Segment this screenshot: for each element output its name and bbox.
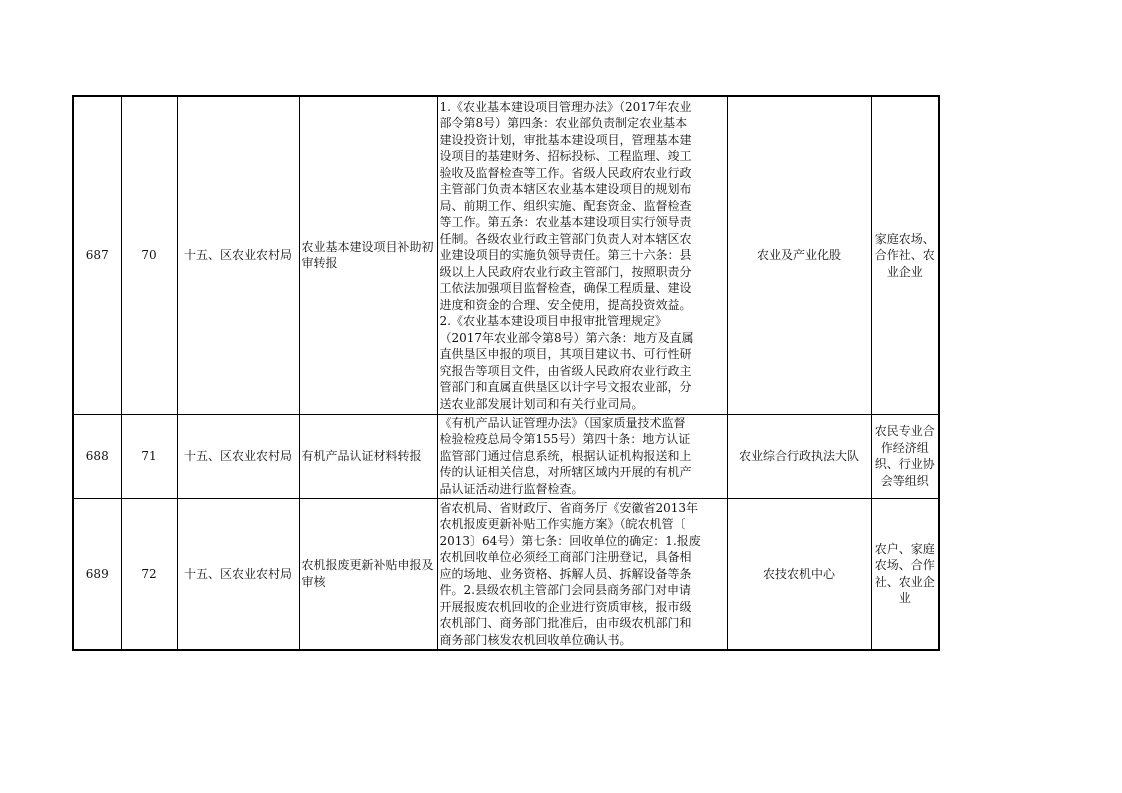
- basis-line: 1.《农业基本建设项目管理办法》（2017年农业: [439, 99, 692, 114]
- basis-line: 级以上人民政府农业行政主管部门，按照职责分: [439, 264, 692, 279]
- responsible-unit-cell: 农业综合行政执法大队: [727, 414, 871, 498]
- basis-line: 部令第8号）第四条：农业部负责制定农业基本: [439, 116, 688, 130]
- legal-basis-cell: [437, 498, 727, 650]
- item-name-cell: 农业基本建设项目补助初审转报: [299, 96, 437, 414]
- basis-line: 验收及监督检查等工作。省级人民政府农业行政: [439, 165, 692, 180]
- basis-line: 农机报废更新补贴工作实施方案》（皖农机管〔: [439, 517, 686, 531]
- basis-line: 工依法加强项目监督检查，确保工程质量、建设: [439, 281, 692, 295]
- basis-line: 农机回收单位必须经工商部门注册登记，具备相: [439, 550, 692, 564]
- item-name-cell: 有机产品认证材料转报: [299, 414, 437, 498]
- target-cell: 家庭农场、合作社、农业企业: [871, 96, 939, 414]
- table-row: [73, 498, 939, 650]
- basis-line: 件。2.县级农机主管部门会同县商务部门对申请: [439, 583, 691, 597]
- basis-line: 送农业部发展计划司和有关行业司局。: [439, 396, 644, 411]
- basis-line: 管部门和直属直供垦区以计字号文报农业部，分: [439, 380, 692, 394]
- basis-line: 农机部门、商务部门批准后，由市级农机部门和: [439, 616, 692, 630]
- target-cell: 农民专业合作经济组织、行业协会等组织: [871, 414, 939, 498]
- basis-line: 业建设项目的实施负领导责任。第三十六条：县: [439, 248, 692, 262]
- sub-seq-cell: 70: [121, 96, 177, 414]
- basis-line: 任制。各级农业行政主管部门负责人对本辖区农: [439, 231, 692, 246]
- basis-line: 品认证活动进行监督检查。: [439, 481, 584, 496]
- seq-cell: 687: [73, 96, 121, 414]
- basis-line: 主管部门负责本辖区农业基本建设项目的规划布: [439, 182, 692, 196]
- sub-seq-cell: 72: [121, 498, 177, 650]
- basis-line: 开展报废农机回收的企业进行资质审核，报市级: [439, 599, 692, 614]
- legal-basis-cell: [437, 414, 727, 498]
- basis-line: （2017年农业部令第8号）第六条：地方及直属: [439, 330, 694, 345]
- basis-line: 省农机局、省财政厅、省商务厅《安徽省2013年: [439, 500, 699, 515]
- department-cell: 十五、区农业农村局: [177, 96, 299, 414]
- basis-line: 传的认证相关信息，对所辖区域内开展的有机产: [439, 465, 692, 480]
- seq-cell: 689: [73, 498, 121, 650]
- basis-line: 建设投资计划，审批基本建设项目，管理基本建: [439, 132, 692, 147]
- basis-line: 2013〕64号）第七条：回收单位的确定：1.报废: [439, 533, 701, 548]
- department-cell: 十五、区农业农村局: [177, 498, 299, 650]
- basis-line: 进度和资金的合理、安全使用，提高投资效益。: [439, 297, 692, 312]
- sub-seq-cell: 71: [121, 414, 177, 498]
- seq-cell: 688: [73, 414, 121, 498]
- table-row: [73, 96, 939, 414]
- basis-line: 《有机产品认证管理办法》（国家质量技术监督: [439, 415, 686, 430]
- basis-line: 商务部门核发农机回收单位确认书。: [439, 632, 632, 647]
- basis-line: 应的场地、业务资格、拆解人员、拆解设备等条: [439, 566, 692, 581]
- department-cell: 十五、区农业农村局: [177, 414, 299, 498]
- basis-line: 局、前期工作、组织实施、配套资金、监督检查: [439, 198, 692, 213]
- basis-line: 监管部门通过信息系统，根据认证机构报送和上: [439, 448, 692, 463]
- responsible-unit-cell: 农业及产业化股: [727, 96, 871, 414]
- legal-basis-cell: [437, 96, 727, 414]
- table-row: [73, 414, 939, 498]
- basis-line: 检验检疫总局令第155号）第四十条：地方认证: [439, 432, 691, 447]
- basis-line: 等工作。第五条：农业基本建设项目实行领导责: [439, 215, 692, 229]
- basis-line: 直供垦区申报的项目，其项目建议书、可行性研: [439, 347, 692, 361]
- target-cell: 农户、家庭农场、合作社、农业企业: [871, 498, 939, 650]
- service-items-table: [72, 95, 940, 651]
- basis-line: 究报告等项目文件，由省级人民政府农业行政主: [439, 363, 692, 378]
- responsible-unit-cell: 农技农机中心: [727, 498, 871, 650]
- basis-line: 2.《农业基本建设项目申报审批管理规定》: [439, 314, 667, 328]
- basis-line: 设项目的基建财务、招标投标、工程监理、竣工: [439, 149, 692, 163]
- item-name-cell: 农机报废更新补贴申报及审核: [299, 498, 437, 650]
